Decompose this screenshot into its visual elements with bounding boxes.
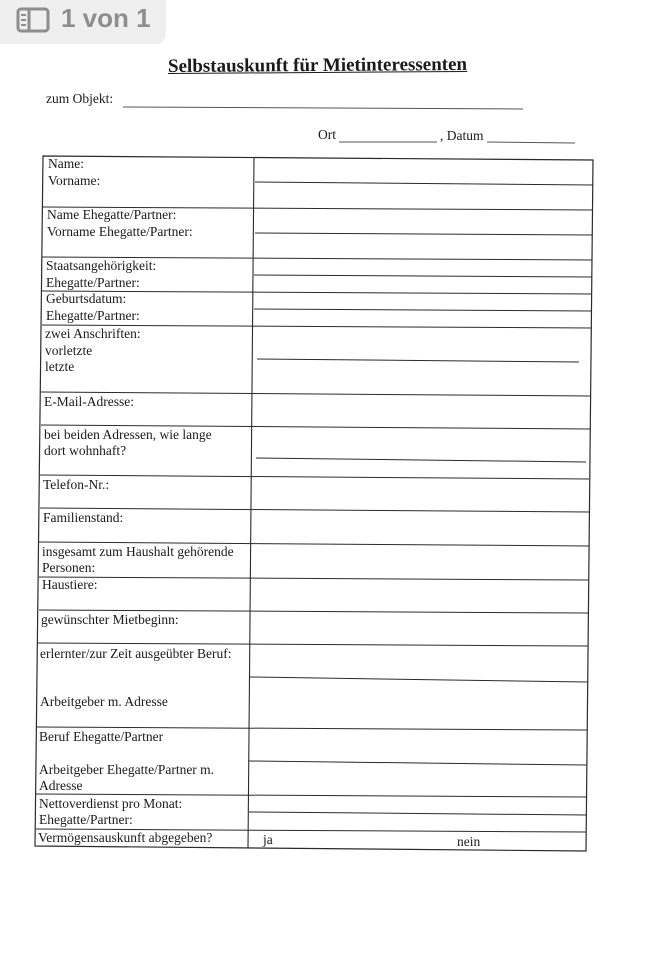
label-partner-employer-2: Adresse (39, 778, 83, 793)
label-birthdate-partner: Ehegatte/Partner: (46, 308, 140, 323)
label-partner-profession: Beruf Ehegatte/Partner (39, 729, 164, 744)
label-pets: Haustiere: (42, 577, 98, 592)
label-profession: erlernter/zur Zeit ausgeübter Beruf: (40, 646, 232, 661)
label-asset-disclosure: Vermögensauskunft abgegeben? (38, 830, 213, 845)
place-label: Ort (318, 127, 336, 142)
label-partner-first-name: Vorname Ehegatte/Partner: (47, 224, 193, 239)
label-employer: Arbeitgeber m. Adresse (40, 694, 168, 709)
label-name: Name: (48, 156, 84, 171)
option-no[interactable]: nein (457, 834, 481, 849)
label-first-name: Vorname: (48, 173, 101, 188)
label-residence-duration-2: dort wohnhaft? (44, 443, 127, 458)
date-label: , Datum (440, 128, 484, 143)
label-household: insgesamt zum Haushalt gehörende (42, 544, 234, 559)
label-partner-name: Name Ehegatte/Partner: (47, 207, 177, 222)
date-field-line[interactable] (487, 142, 575, 143)
label-net-income: Nettoverdienst pro Monat: (39, 796, 183, 811)
label-partner-employer: Arbeitgeber Ehegatte/Partner m. (39, 762, 215, 777)
option-yes[interactable]: ja (263, 832, 273, 847)
label-move-in: gewünschter Mietbeginn: (41, 612, 179, 627)
value-fill-lines[interactable] (249, 182, 593, 815)
label-residence-duration: bei beiden Adressen, wie lange (44, 427, 212, 442)
label-address-last: letzte (45, 359, 75, 374)
form-title: Selbstauskunft für Mietinteressenten (167, 53, 468, 78)
label-household-2: Personen: (42, 560, 96, 575)
label-marital-status: Familienstand: (43, 510, 124, 525)
page-indicator-label: 1 von 1 (61, 3, 151, 33)
label-address-previous: vorletzte (45, 343, 93, 358)
label-addresses: zwei Anschriften: (45, 326, 141, 341)
label-net-income-partner: Ehegatte/Partner: (39, 812, 133, 827)
label-email: E-Mail-Adresse: (44, 394, 134, 409)
label-nationality: Staatsangehörigkeit: (46, 258, 157, 273)
object-label: zum Objekt: (46, 91, 114, 106)
label-phone: Telefon-Nr.: (43, 477, 110, 492)
label-birthdate: Geburtsdatum: (46, 291, 127, 306)
object-field-line[interactable] (123, 107, 523, 109)
column-divider (248, 158, 254, 848)
label-nationality-partner: Ehegatte/Partner: (46, 275, 140, 290)
